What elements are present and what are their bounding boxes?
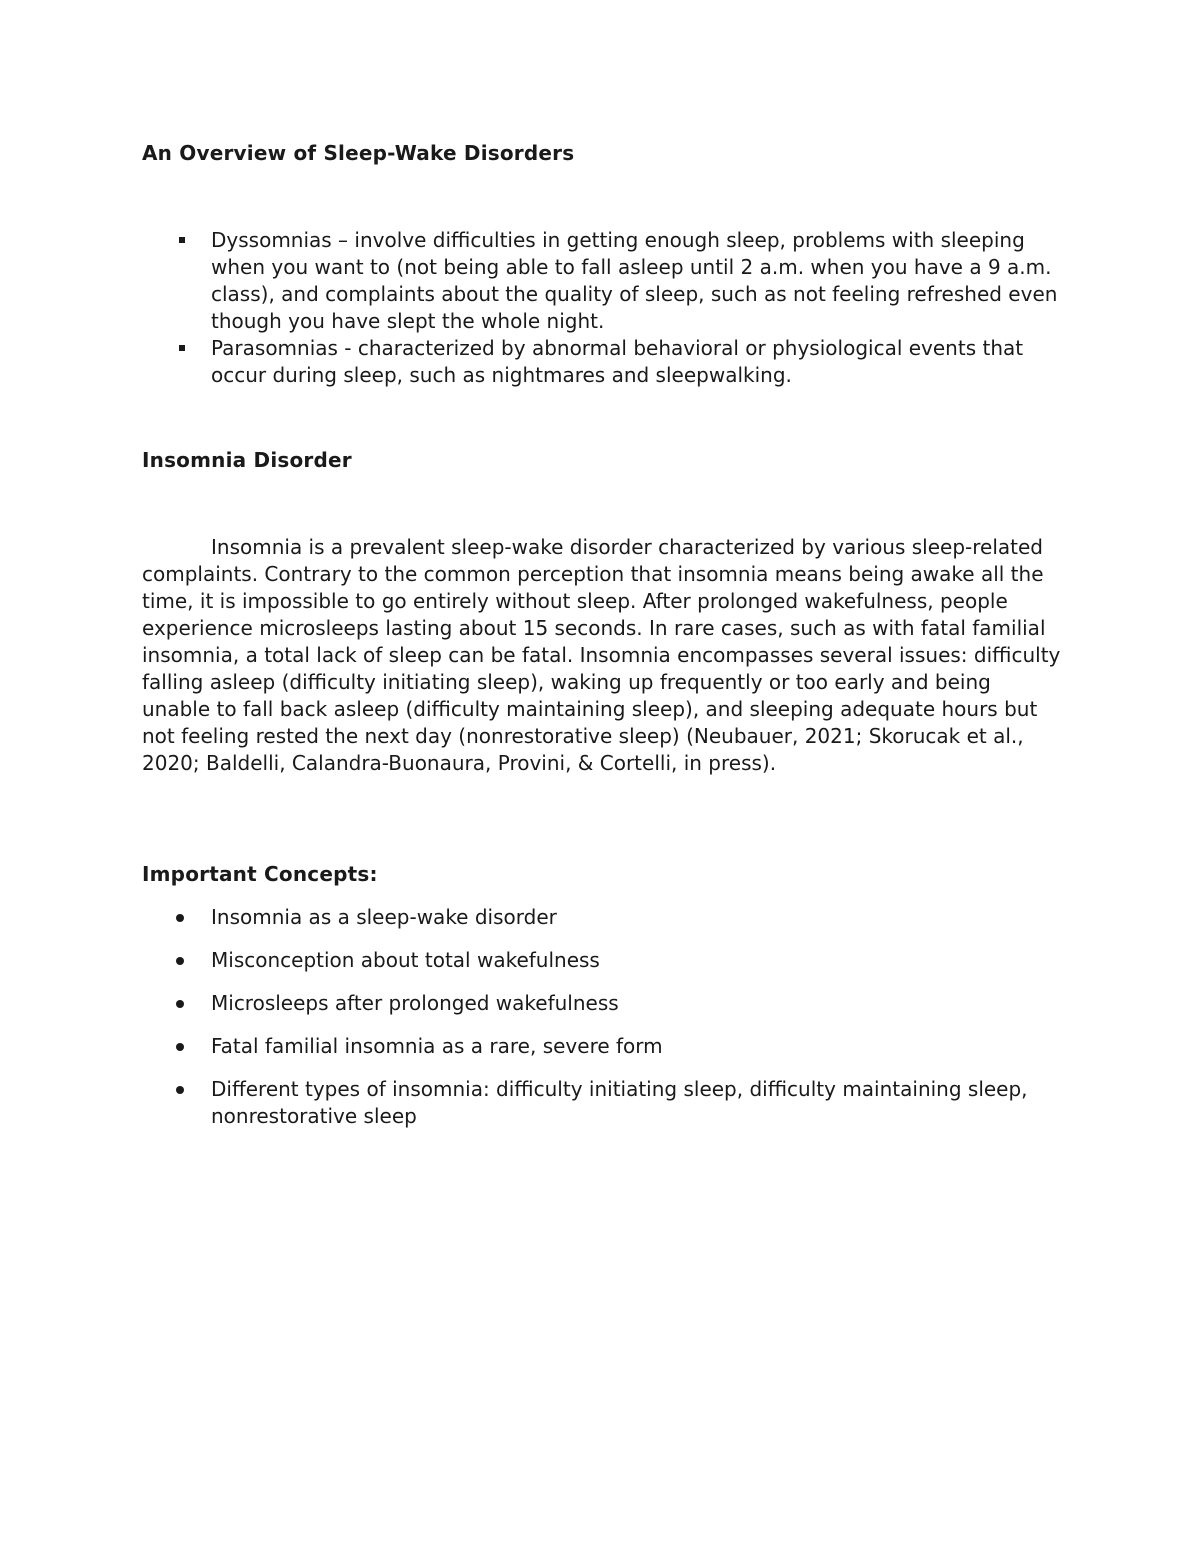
list-item-text: Different types of insomnia: difficulty initiating sleep, difficulty maintaining sleep, nonrestorative sleep	[211, 1077, 1028, 1128]
list-item	[142, 335, 1062, 389]
round-bullet-icon	[176, 1000, 184, 1008]
list-item	[142, 990, 1062, 1017]
body-paragraph: Insomnia is a prevalent sleep-wake disorder characterized by various sleep-related complaints. Contrary to the common perception that insomnia means being awake all the time, it is impossible to go entirely without sleep. After prolonged wakefulness, people experience microsleeps lasting about 15 seconds. In rare cases, such as with fatal familial insomnia, a total lack of sleep can be fatal. Insomnia encompasses several issues: difficulty falling asleep (difficulty initiating sleep), waking up frequently or too early and being unable to fall back asleep (difficulty maintaining sleep), and sleeping adequate hours but not feeling rested the next day (nonrestorative sleep) (Neubauer, 2021; Skorucak et al., 2020; Baldelli, Calandra-Buonaura, Provini, & Cortelli, in press).	[142, 535, 1061, 775]
list-item	[142, 227, 1062, 335]
list-item	[142, 904, 1062, 931]
list-item-text: Misconception about total wakefulness	[211, 948, 600, 972]
square-bullet-icon	[179, 345, 185, 351]
list-item-text: Insomnia as a sleep-wake disorder	[211, 905, 557, 929]
concepts-heading: Important Concepts:	[142, 862, 378, 886]
round-bullet-icon	[176, 1086, 184, 1094]
list-item-text: Fatal familial insomnia as a rare, severe form	[211, 1034, 663, 1058]
list-item	[142, 1033, 1062, 1060]
section-heading: Insomnia Disorder	[142, 448, 352, 472]
document-title: An Overview of Sleep-Wake Disorders	[142, 141, 575, 165]
list-item	[142, 947, 1062, 974]
square-bullet-icon	[179, 237, 185, 243]
list-item-text: Microsleeps after prolonged wakefulness	[211, 991, 619, 1015]
list-item-text: Parasomnias - characterized by abnormal behavioral or physiological events that occur during sleep, such as nightmares and sleepwalking.	[211, 336, 1024, 387]
list-item	[142, 1076, 1062, 1130]
round-bullet-icon	[176, 1043, 184, 1051]
important-concepts-list	[142, 904, 1062, 1146]
round-bullet-icon	[176, 957, 184, 965]
round-bullet-icon	[176, 914, 184, 922]
list-item-text: Dyssomnias – involve difficulties in getting enough sleep, problems with sleeping when you want to (not being able to fall asleep until 2 a.m. when you have a 9 a.m. class), and complaints about the quality of sleep, such as not feeling refreshed even though you have slept the whole night.	[211, 228, 1058, 333]
sleep-disorder-categories-list	[142, 227, 1062, 389]
